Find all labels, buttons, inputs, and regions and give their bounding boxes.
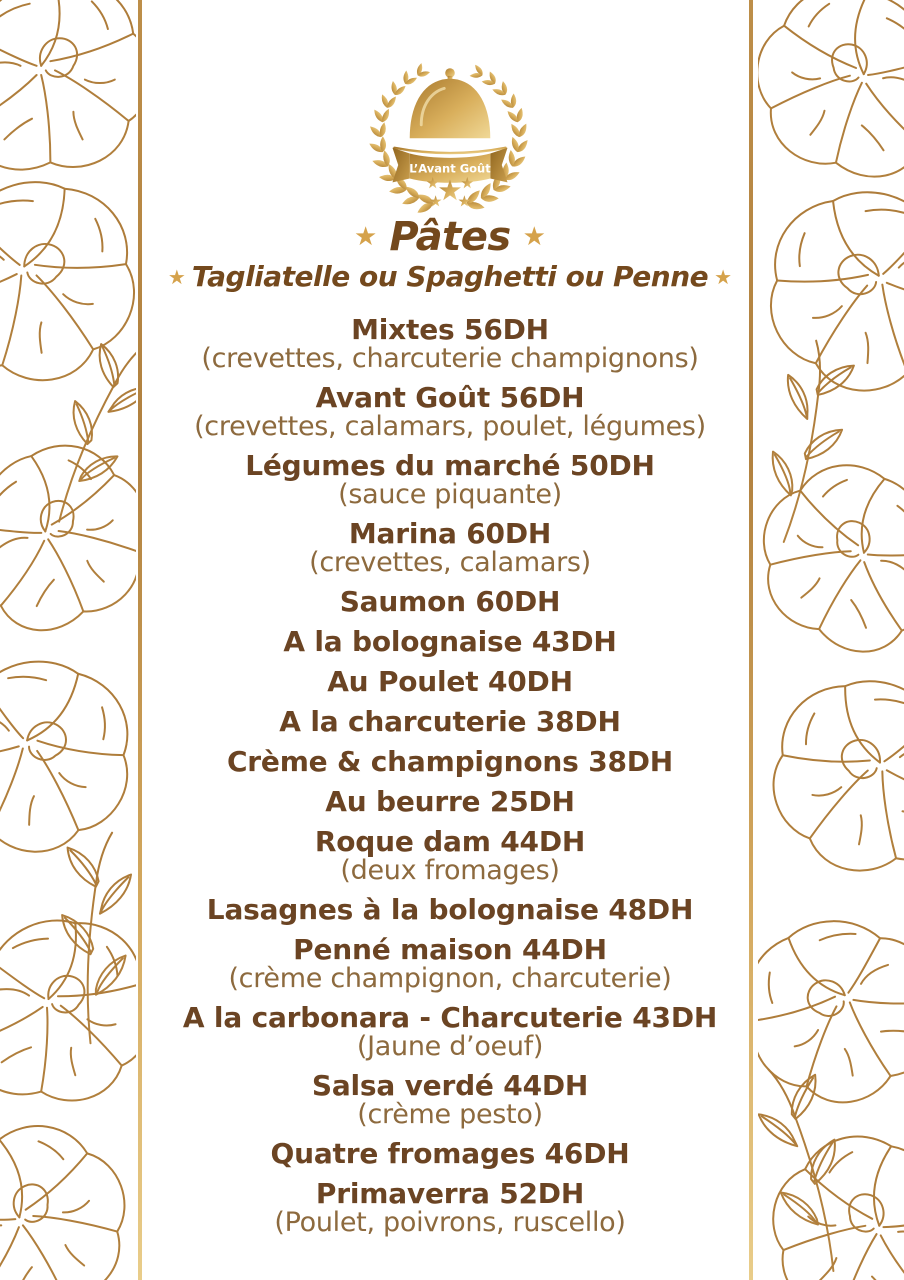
menu-item-price: 43DH xyxy=(531,625,617,658)
floral-border-right xyxy=(758,0,904,1280)
menu-item-desc: (crevettes, calamars) xyxy=(309,547,591,578)
menu-item-title xyxy=(150,827,750,857)
menu-item-title xyxy=(150,1071,750,1101)
menu-item-price: 43DH xyxy=(632,1001,718,1034)
menu-item-title xyxy=(150,895,750,925)
menu-item-desc: (crevettes, charcuterie champignons) xyxy=(201,343,699,374)
menu-item-name: Au beurre xyxy=(325,785,481,818)
menu-item xyxy=(150,1179,750,1237)
star-icon: ★ xyxy=(714,265,733,289)
menu-item-name: Saumon xyxy=(339,585,466,618)
menu-item-name: Légumes du marché xyxy=(245,449,561,482)
star-icon: ★ xyxy=(354,222,378,252)
menu-list xyxy=(150,315,750,1237)
menu-item-name: Crème & champignons xyxy=(226,745,579,778)
menu-item xyxy=(150,707,750,737)
menu-item-price: 44DH xyxy=(503,1069,589,1102)
menu-item-name: A la carbonara - Charcuterie xyxy=(182,1001,623,1034)
menu-item xyxy=(150,519,750,577)
menu-item-desc: (sauce piquante) xyxy=(338,479,562,510)
menu-item-name: A la charcuterie xyxy=(279,705,527,738)
menu-item-price: 56DH xyxy=(464,313,549,346)
brand-logo xyxy=(354,50,546,213)
menu-item xyxy=(150,587,750,617)
section-title: Pâtes xyxy=(389,214,511,260)
menu-item xyxy=(150,1003,750,1061)
menu-item-title xyxy=(150,627,750,657)
gold-divider-left xyxy=(138,0,142,1280)
menu-item xyxy=(150,935,750,993)
menu-content xyxy=(150,50,750,1247)
menu-item-title xyxy=(150,315,750,345)
menu-item-title xyxy=(150,1139,750,1169)
menu-item-desc: (crème pesto) xyxy=(357,1099,543,1130)
menu-item-title xyxy=(150,787,750,817)
menu-item-price: 40DH xyxy=(487,665,573,698)
menu-item-desc: (crevettes, calamars, poulet, légumes) xyxy=(194,411,706,442)
menu-item-price: 60DH xyxy=(475,585,561,618)
menu-item-title xyxy=(150,707,750,737)
menu-item-price: 44DH xyxy=(521,933,607,966)
menu-item-title xyxy=(150,935,750,965)
menu-item-name: Roque dam xyxy=(314,825,491,858)
menu-item xyxy=(150,895,750,925)
menu-item-name: Salsa verdé xyxy=(311,1069,494,1102)
menu-item xyxy=(150,667,750,697)
menu-item-title xyxy=(150,747,750,777)
menu-item xyxy=(150,827,750,885)
menu-item-name: Mixtes xyxy=(351,313,455,346)
section-title-row xyxy=(150,215,750,259)
menu-item-title xyxy=(150,383,750,413)
section-subtitle: Tagliatelle ou Spaghetti ou Penne xyxy=(191,260,709,293)
star-icon: ★ xyxy=(167,265,186,289)
menu-item-title xyxy=(150,587,750,617)
floral-border-left xyxy=(0,0,136,1280)
menu-item-name: Marina xyxy=(348,517,457,550)
menu-item-price: 38DH xyxy=(588,745,674,778)
menu-item-price: 60DH xyxy=(466,517,552,550)
menu-item-price: 38DH xyxy=(535,705,621,738)
menu-item xyxy=(150,627,750,657)
menu-item xyxy=(150,1139,750,1169)
five-stars-icon xyxy=(427,177,473,206)
section-subtitle-row xyxy=(150,259,750,295)
menu-item-price: 25DH xyxy=(489,785,575,818)
menu-item-name: Au Poulet xyxy=(327,665,479,698)
menu-item-name: Penné maison xyxy=(293,933,513,966)
menu-item-name: Lasagnes à la bolognaise xyxy=(206,893,599,926)
menu-item xyxy=(150,315,750,373)
menu-item xyxy=(150,451,750,509)
menu-item-desc: (Poulet, poivrons, ruscello) xyxy=(274,1207,626,1238)
brand-name: L’Avant Goût xyxy=(409,161,491,176)
star-icon: ★ xyxy=(522,222,546,252)
menu-item-name: A la bolognaise xyxy=(283,625,523,658)
menu-item-desc: (crème champignon, charcuterie) xyxy=(228,963,672,994)
menu-item-name: Quatre fromages xyxy=(270,1137,536,1170)
menu-item-price: 44DH xyxy=(500,825,586,858)
menu-item xyxy=(150,1071,750,1129)
menu-item-title xyxy=(150,1003,750,1033)
menu-item-title xyxy=(150,667,750,697)
menu-item-price: 52DH xyxy=(499,1177,585,1210)
menu-item-price: 50DH xyxy=(569,449,655,482)
menu-item-desc: (deux fromages) xyxy=(340,855,560,886)
menu-item-price: 46DH xyxy=(544,1137,630,1170)
menu-item-price: 48DH xyxy=(608,893,694,926)
menu-item-title xyxy=(150,519,750,549)
menu-item xyxy=(150,747,750,777)
menu-item-desc: (Jaune d’oeuf) xyxy=(356,1031,544,1062)
menu-item-title xyxy=(150,451,750,481)
menu-item-price: 56DH xyxy=(499,381,585,414)
menu-item xyxy=(150,383,750,441)
menu-item-name: Primaverra xyxy=(315,1177,490,1210)
menu-item-name: Avant Goût xyxy=(315,381,491,414)
menu-item-title xyxy=(150,1179,750,1209)
menu-item xyxy=(150,787,750,817)
